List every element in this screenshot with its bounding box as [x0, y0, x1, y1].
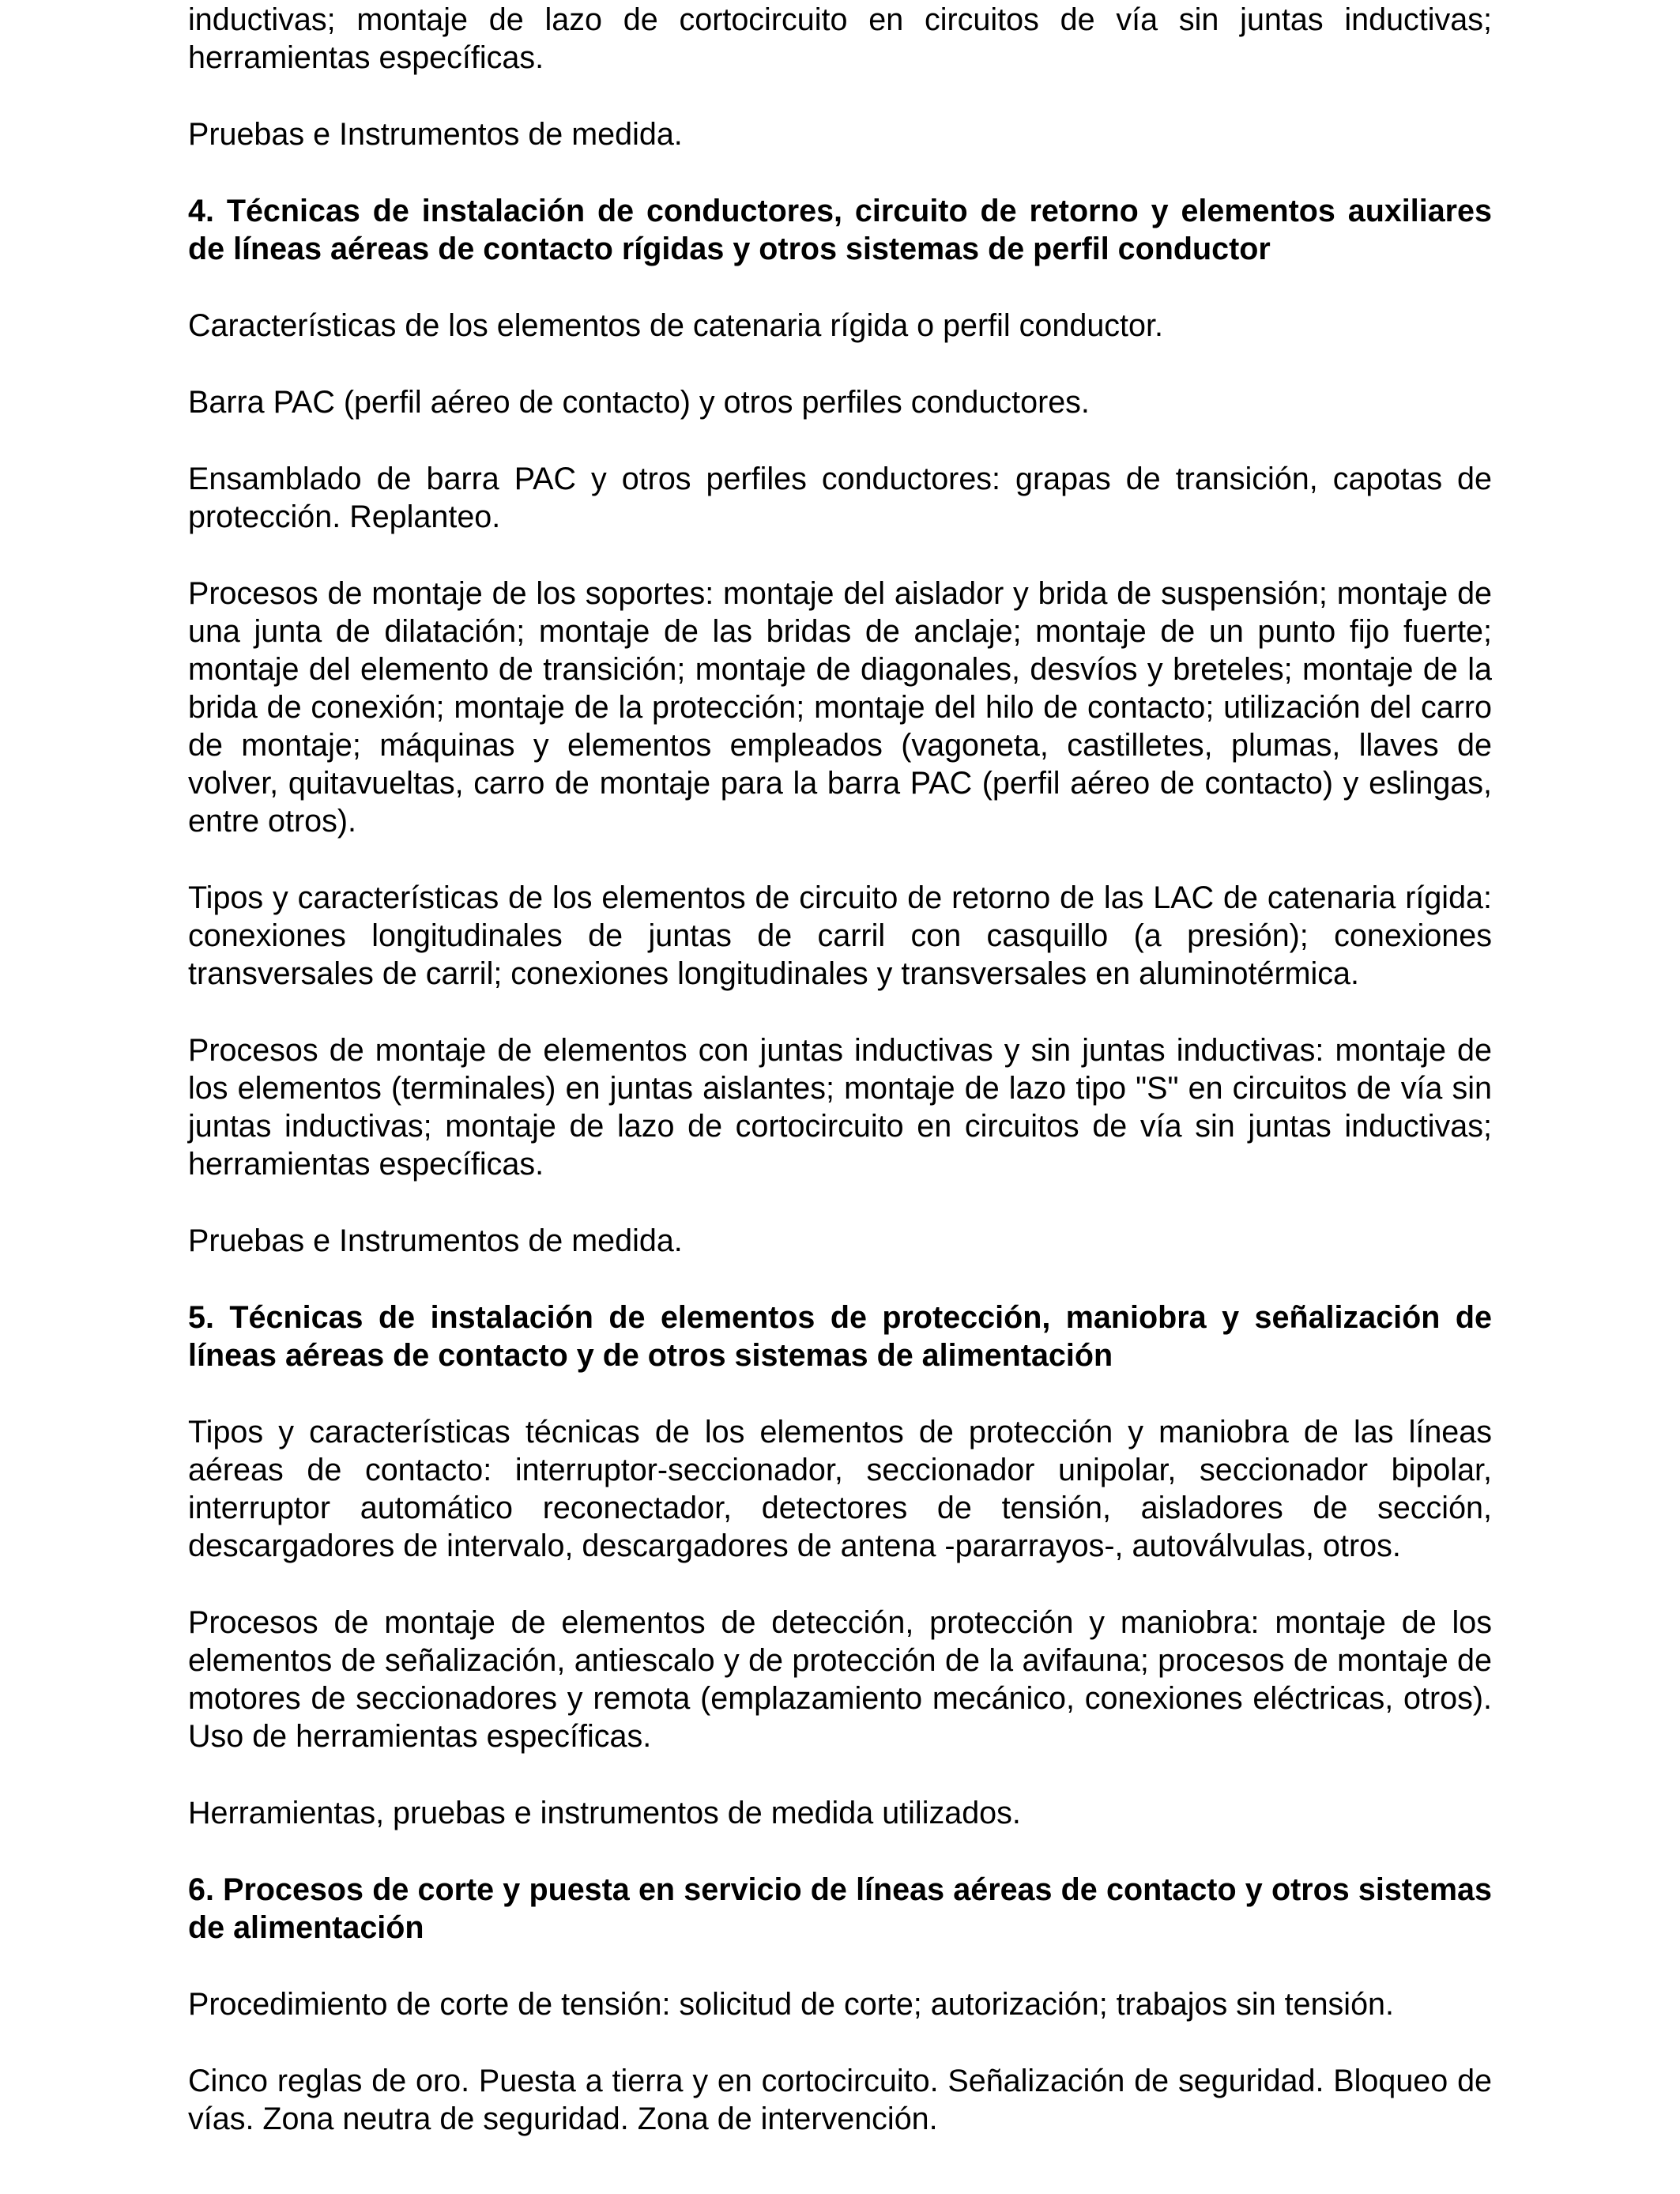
paragraph-pruebas-2: Pruebas e Instrumentos de medida.: [188, 1223, 683, 1258]
document-page: [188, 0, 1492, 2138]
section-heading-4: 4. Técnicas de instalación de conductores, circuito de retorno y elementos auxiliares de líneas aéreas de contacto rígidas y otros sistemas de perfil conductor: [188, 194, 1492, 266]
section-heading-5: 5. Técnicas de instalación de elementos de protección, maniobra y señalización de líneas aéreas de contacto y de otros sistemas de alimentación: [188, 1300, 1492, 1373]
paragraph-caracteristicas-catenaria: Características de los elementos de catenaria rígida o perfil conductor.: [188, 308, 1163, 343]
paragraph-ensamblado: Ensamblado de barra PAC y otros perfiles conductores: grapas de transición, capotas de protección. Replanteo.: [188, 462, 1492, 534]
section-heading-6: 6. Procesos de corte y puesta en servicio de líneas aéreas de contacto y otros sistemas de alimentación: [188, 1872, 1492, 1945]
paragraph-procesos-soportes: Procesos de montaje de los soportes: montaje del aislador y brida de suspensión; montaje de una junta de dilatación; montaje de las bridas de anclaje; montaje de un punto fijo fuerte; montaje del elemento de transición; montaje de diagonales, desvíos y breteles; montaje de la brida de conexión; montaje de la protección; montaje del hilo de contacto; utilización del carro de montaje; máquinas y elementos empleados (vagoneta, castilletes, plumas, llaves de volver, quitavueltas, carro de montaje para la barra PAC (perfil aéreo de contacto) y eslingas, entre otros).: [188, 576, 1492, 839]
paragraph-herramientas: Herramientas, pruebas e instrumentos de medida utilizados.: [188, 1796, 1021, 1830]
paragraph-corte-tension: Procedimiento de corte de tensión: solicitud de corte; autorización; trabajos sin tensión.: [188, 1987, 1394, 2022]
paragraph-procesos-deteccion: Procesos de montaje de elementos de detección, protección y maniobra: montaje de los elementos de señalización, antiescalo y de protección de la avifauna; procesos de montaje de motores de seccionadores y remota (emplazamiento mecánico, conexiones eléctricas, otros). Uso de herramientas específicas.: [188, 1605, 1492, 1754]
paragraph-circuito-retorno: Tipos y características de los elementos de circuito de retorno de las LAC de catenaria rígida: conexiones longitudinales de juntas de carril con casquillo (a presión); conexiones transversales de carril; conexiones longitudinales y transversales en aluminotérmica.: [188, 880, 1492, 991]
paragraph-reglas-oro: Cinco reglas de oro. Puesta a tierra y en cortocircuito. Señalización de seguridad. Bloqueo de vías. Zona neutra de seguridad. Zona de intervención.: [188, 2064, 1492, 2136]
paragraph-continuation: inductivas; montaje de lazo de cortocircuito en circuitos de vía sin juntas inductivas; herramientas específicas.: [188, 2, 1492, 75]
paragraph-pruebas-1: Pruebas e Instrumentos de medida.: [188, 117, 683, 152]
paragraph-juntas-inductivas: Procesos de montaje de elementos con juntas inductivas y sin juntas inductivas: montaje de los elementos (terminales) en juntas aislantes; montaje de lazo tipo "S" en circuitos de vía sin juntas inductivas; montaje de lazo de cortocircuito en circuitos de vía sin juntas inductivas; herramientas específicas.: [188, 1033, 1492, 1182]
paragraph-barra-pac: Barra PAC (perfil aéreo de contacto) y otros perfiles conductores.: [188, 385, 1090, 420]
paragraph-tipos-proteccion: Tipos y características técnicas de los elementos de protección y maniobra de las líneas aéreas de contacto: interruptor-seccionador, seccionador unipolar, seccionador bipolar, interruptor automático reconectador, detectores de tensión, aisladores de sección, descargadores de intervalo, descargadores de antena -pararrayos-, autoválvulas, otros.: [188, 1415, 1492, 1563]
